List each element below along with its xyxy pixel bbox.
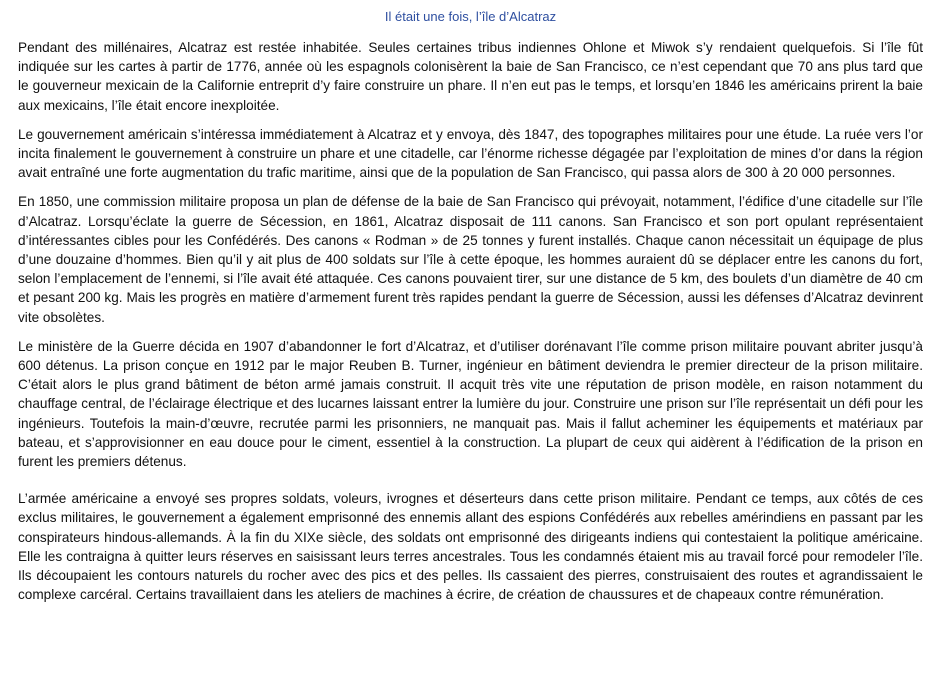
paragraph-1: Pendant des millénaires, Alcatraz est restée inhabitée. Seules certaines tribus indiennes Ohlone et Miwok s’y rendaient quelquefois. Si l’île fût indiquée sur les cartes à partir de 1776, année où les espagnols colonisèrent la baie de San Francisco, ce n’est cependant que 70 ans plus tard que le gouverneur mexicain de la Californie entreprit d’y faire construire un phare. Il n’en eut pas le temps, et lorsqu’en 1846 les américains prirent la baie aux mexicains, l’île était encore inexploitée. xyxy=(18,40,923,113)
paragraph-3: En 1850, une commission militaire proposa un plan de défense de la baie de San Francisco qui prévoyait, notamment, l’édifice d’une citadelle sur l’île d’Alcatraz. Lorsqu’éclate la guerre de Sécession, en 1861, Alcatraz disposait de 111 canons. San Francisco et son port opulant représentaient d’intéressantes cibles pour les Confédérés. Des canons « Rodman » de 25 tonnes y furent installés. Chaque canon nécessitait un équipage de plus d’une douzaine d’hommes. Bien qu’il y ait plus de 400 soldats sur l’île à cette époque, les hommes auraient dû se déplacer entre les canons du fort, selon l’emplacement de l’ennemi, si l’île avait été attaquée. Ces canons pouvaient tirer, sur une distance de 5 km, des boulets d’un diamètre de 40 cm et pesant 200 kg. Mais les progrès en matière d’armement furent très rapides pendant la guerre de Sécession, aussi les défenses d’Alcatraz devinrent vite obsolètes. xyxy=(18,194,923,325)
document-title: Il était une fois, l’île d’Alcatraz xyxy=(384,9,557,24)
paragraph-4: Le ministère de la Guerre décida en 1907 d’abandonner le fort d’Alcatraz, et d’utiliser dorénavant l’île comme prison militaire pouvant abriter jusqu’à 600 détenus. La prison conçue en 1912 par le major Reuben B. Turner, ingénieur en bâtiment deviendra le premier directeur de la prison militaire. C’était alors le plus grand bâtiment de béton armé jamais construit. Il acquit très vite une réputation de prison modèle, en raison notamment du chauffage central, de l’éclairage électrique et des lucarnes laissant entrer la lumière du jour. Construire une prison sur l’île représentait un défi pour les ingénieurs. Toutefois la main-d’œuvre, recrutée parmi les prisonniers, ne manquait pas. Mais il fallut acheminer les équipements et matériaux par bateau, et s’approvisionner en eau douce pour le ciment, essentiel à la construction. La plupart de ceux qui aidèrent à l’édification de la prison en furent les premiers détenus. xyxy=(18,338,923,470)
paragraph-2: Le gouvernement américain s’intéressa immédiatement à Alcatraz et y envoya, dès 1847, des topographes militaires pour une étude. La ruée vers l’or incita finalement le gouvernement à construire un phare et une citadelle, car l’énorme richesse dégagée par l’exploitation de mines d’or dans la région avait entraîné une forte augmentation du trafic maritime, ainsi que de la population de San Francisco, qui passa alors de 300 à 20 000 personnes. xyxy=(18,126,923,181)
document-page xyxy=(18,8,923,614)
paragraph-5: L’armée américaine a envoyé ses propres soldats, voleurs, ivrognes et déserteurs dans cette prison militaire. Pendant ce temps, aux côtés de ces exclus militaires, le gouvernement a également emprisonné des ennemis allant des espions Confédérés aux rebelles amérindiens en passant par les conspirateurs hindous-allemands. À la fin du XIXe siècle, des soldats ont emprisonné des dirigeants indiens qui contestaient la politique américaine. Elle les contraigna à quitter leurs réserves en saisissant leurs terres ancestrales. Tous les condamnés étaient mis au travail forcé pour remodeler l’île. Ils découpaient les contours naturels du rocher avec des pics et des pelles. Ils cassaient des pierres, construisaient des routes et agrandissaient le complexe carcéral. Certains travaillaient dans les ateliers de machines à écrire, de création de chaussures et de chapeaux contre rémunération. xyxy=(18,491,923,603)
